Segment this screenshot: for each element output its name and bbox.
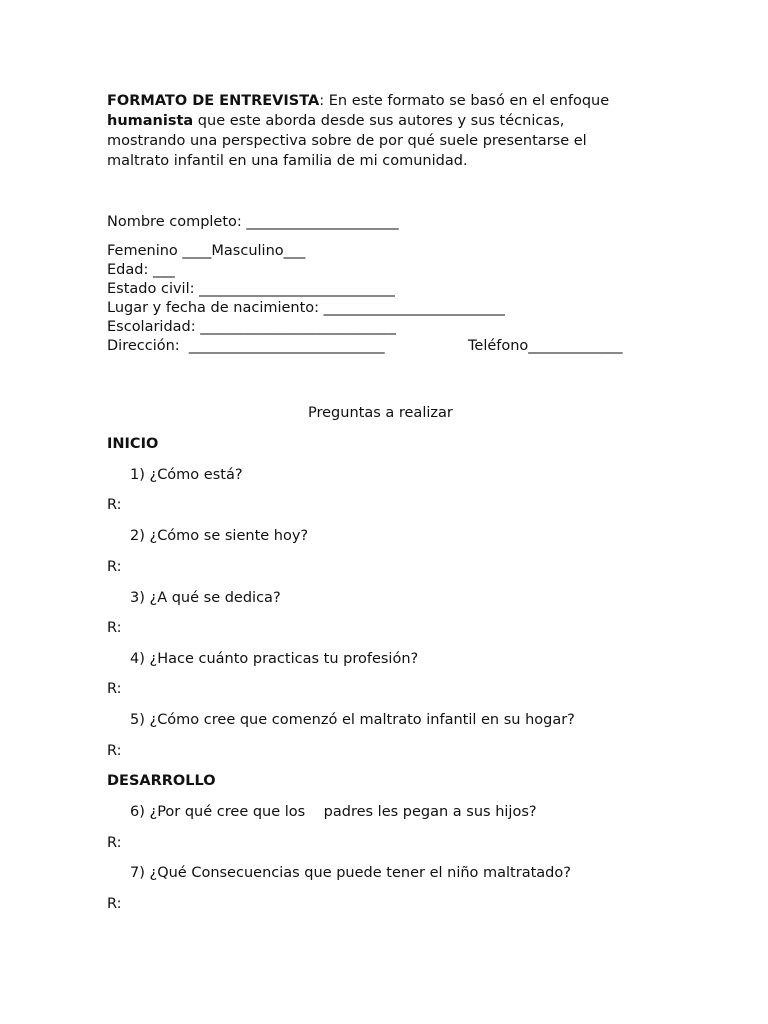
question-3: 3) ¿A qué se dedica? xyxy=(130,590,281,606)
answer-1-label: R: xyxy=(107,497,122,513)
intro-line-4: maltrato infantil en una familia de mi comunidad. xyxy=(107,153,468,169)
answer-2-label: R: xyxy=(107,559,122,575)
field-sexo[interactable]: Femenino ____Masculino___ xyxy=(107,243,306,259)
intro-line-3: mostrando una perspectiva sobre de por qué suele presentarse el xyxy=(107,133,587,149)
field-telefono[interactable]: Teléfono_____________ xyxy=(468,338,623,354)
intro-line-1 xyxy=(107,91,667,111)
field-direccion[interactable]: Dirección: ___________________________ xyxy=(107,338,385,354)
field-escolaridad[interactable]: Escolaridad: ___________________________ xyxy=(107,319,397,335)
intro-line-2 xyxy=(107,111,667,131)
question-6: 6) ¿Por qué cree que los padres les pegan a sus hijos? xyxy=(130,804,537,820)
answer-5-label: R: xyxy=(107,743,122,759)
field-nombre[interactable]: Nombre completo: _____________________ xyxy=(107,214,399,230)
question-2: 2) ¿Cómo se siente hoy? xyxy=(130,528,309,544)
answer-7-label: R: xyxy=(107,896,122,912)
field-lugar-fecha[interactable]: Lugar y fecha de nacimiento: _________________________ xyxy=(107,300,505,316)
intro-title: FORMATO DE ENTREVISTA xyxy=(107,93,320,109)
intro-bold-word: humanista xyxy=(107,113,194,129)
section-inicio: INICIO xyxy=(107,436,159,452)
question-1: 1) ¿Cómo está? xyxy=(130,467,243,483)
intro-paragraph xyxy=(107,91,667,171)
answer-4-label: R: xyxy=(107,681,122,697)
question-5: 5) ¿Cómo cree que comenzó el maltrato infantil en su hogar? xyxy=(130,712,575,728)
question-4: 4) ¿Hace cuánto practicas tu profesión? xyxy=(130,651,419,667)
question-7: 7) ¿Qué Consecuencias que puede tener el niño maltratado? xyxy=(130,865,571,881)
answer-6-label: R: xyxy=(107,835,122,851)
section-desarrollo: DESARROLLO xyxy=(107,773,216,789)
field-edad[interactable]: Edad: ___ xyxy=(107,262,175,278)
answer-3-label: R: xyxy=(107,620,122,636)
intro-line-2-text: que este aborda desde sus autores y sus técnicas, xyxy=(193,113,565,129)
intro-line-1-text: : En este formato se basó en el enfoque xyxy=(319,93,610,109)
questions-title: Preguntas a realizar xyxy=(308,405,453,421)
field-estado-civil[interactable]: Estado civil: ___________________________ xyxy=(107,281,395,297)
